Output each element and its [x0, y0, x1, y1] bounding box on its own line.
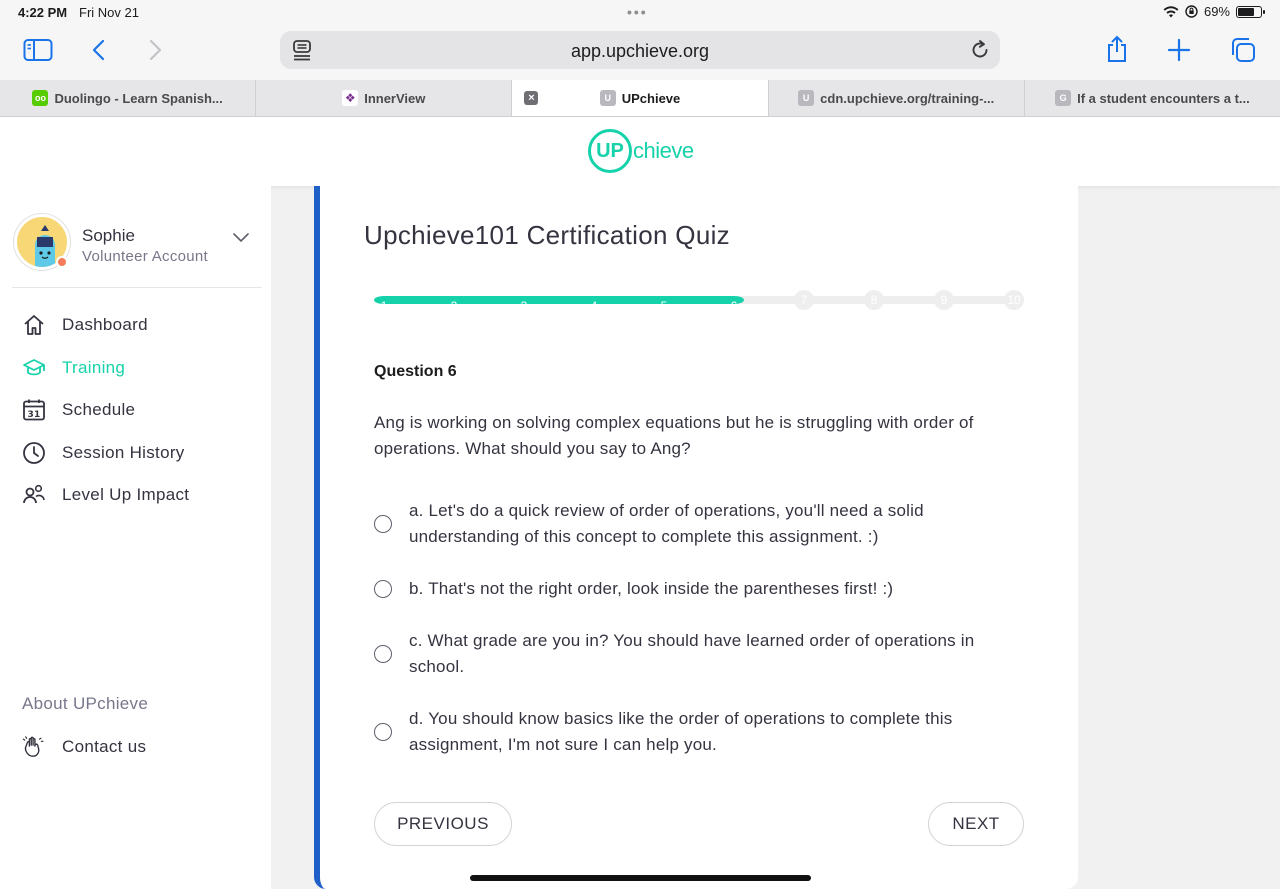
reload-icon[interactable] [970, 38, 990, 60]
multitask-dots[interactable]: ••• [627, 4, 648, 20]
url-text[interactable]: app.upchieve.org [570, 41, 710, 61]
sidebar-item-dashboard[interactable] [22, 304, 189, 347]
status-right [1163, 4, 1262, 19]
graduation-cap-icon [22, 356, 46, 380]
progress-step-8: 8 [864, 290, 884, 310]
sidebar-item-label: Dashboard [62, 315, 148, 335]
app-header [0, 117, 1280, 186]
logo-mark: UP [588, 129, 632, 173]
status-bar [0, 0, 1280, 26]
upchieve-logo[interactable] [588, 129, 694, 173]
tab-google[interactable] [1025, 80, 1280, 116]
user-name: Sophie [82, 226, 135, 245]
answer-text: b. That's not the right order, look inside the parentheses first! :) [409, 579, 894, 598]
tab-label: UPchieve [621, 90, 681, 106]
sidebar-item-schedule[interactable] [22, 389, 189, 432]
innerview-favicon-icon: ❖ [342, 90, 358, 106]
forward-icon[interactable] [138, 33, 172, 67]
radio-button[interactable] [374, 723, 392, 741]
calendar-icon [22, 398, 46, 422]
progress-step-4: 4 [584, 296, 604, 304]
quiz-progress [374, 288, 1030, 312]
upchieve-favicon-icon: U [600, 90, 616, 106]
sidebar-item-level-up-impact[interactable] [22, 474, 189, 517]
radio-button[interactable] [374, 580, 392, 598]
progress-step-7: 7 [794, 290, 814, 310]
progress-step-2: 2 [444, 296, 464, 304]
page-title: Upchieve101 Certification Quiz [364, 220, 730, 250]
wifi-icon [1163, 6, 1179, 18]
tab-upchieve[interactable] [512, 80, 768, 116]
waving-hand-icon [22, 735, 46, 759]
share-icon[interactable] [1100, 32, 1134, 66]
sidebar-nav [22, 304, 189, 517]
about-link[interactable]: About UPchieve [22, 694, 149, 713]
sidebar-item-label: Schedule [62, 400, 136, 420]
progress-fill [384, 296, 734, 304]
address-bar[interactable] [280, 31, 1000, 69]
people-icon [22, 483, 46, 507]
tab-label: Duolingo - Learn Spanish... [54, 90, 223, 106]
google-favicon-icon: G [1055, 90, 1071, 106]
logo-word: chieve [633, 138, 694, 163]
home-indicator[interactable] [470, 875, 811, 881]
previous-button[interactable]: PREVIOUS [374, 802, 512, 846]
quiz-card [314, 186, 1078, 889]
tab-bar [0, 80, 1280, 117]
tab-innerview[interactable] [256, 80, 512, 116]
orientation-lock-icon [1185, 5, 1198, 18]
sidebar-item-session-history[interactable] [22, 432, 189, 475]
answer-option-d[interactable] [374, 706, 1034, 758]
back-icon[interactable] [82, 33, 116, 67]
tab-duolingo[interactable] [0, 80, 256, 116]
status-dot [56, 256, 68, 268]
progress-step-6: 6 [724, 296, 744, 304]
chevron-down-icon[interactable] [232, 232, 250, 244]
home-icon [22, 313, 46, 337]
answer-text: d. You should know basics like the order of operations to complete this assignment, I'm not sure I can help you. [409, 709, 953, 754]
contact-us-link[interactable] [22, 726, 146, 769]
svg-text:31: 31 [27, 410, 41, 421]
progress-step-1: 1 [374, 296, 394, 304]
sidebar [0, 186, 271, 889]
sidebar-item-training[interactable] [22, 347, 189, 390]
sidebar-item-label: Session History [62, 442, 185, 462]
clock-icon [22, 441, 46, 465]
close-tab-icon[interactable]: × [524, 91, 538, 105]
tab-overview-icon[interactable] [1226, 33, 1260, 67]
progress-step-9: 9 [934, 290, 954, 310]
profile-card[interactable] [12, 212, 262, 288]
sidebar-item-label: Level Up Impact [62, 485, 190, 505]
duolingo-favicon-icon: oo [32, 90, 48, 106]
answer-text: c. What grade are you in? You should have learned order of operations in school. [409, 631, 975, 676]
progress-step-3: 3 [514, 296, 534, 304]
next-button[interactable]: NEXT [928, 802, 1024, 846]
tab-label: If a student encounters a t... [1077, 90, 1250, 106]
answer-text: a. Let's do a quick review of order of operations, you'll need a solid understanding of this concept to complete this assignment. :) [409, 501, 924, 546]
radio-button[interactable] [374, 645, 392, 663]
browser-toolbar [0, 26, 1280, 80]
battery-icon [1236, 6, 1262, 18]
answer-option-b[interactable] [374, 576, 1034, 602]
new-tab-icon[interactable] [1162, 33, 1196, 67]
sidebar-item-label: Training [62, 357, 126, 377]
tab-cdn-upchieve[interactable] [769, 80, 1025, 116]
tab-label: InnerView [364, 90, 426, 106]
progress-step-10: 10 [1004, 290, 1024, 310]
radio-button[interactable] [374, 515, 392, 533]
upchieve-favicon-icon: U [798, 90, 814, 106]
status-date: Fri Nov 21 [79, 5, 139, 20]
question-text: Ang is working on solving complex equations but he is struggling with order of operations. What should you say to Ang? [374, 413, 974, 458]
contact-label: Contact us [62, 737, 147, 757]
question-label: Question 6 [374, 363, 457, 380]
answer-option-c[interactable] [374, 628, 1034, 680]
battery-percent: 69% [1203, 4, 1230, 19]
progress-step-5: 5 [654, 296, 674, 304]
status-time: 4:22 PM [18, 5, 68, 20]
answer-option-a[interactable] [374, 498, 1034, 550]
user-role: Volunteer Account [82, 248, 209, 265]
sidebar-toggle-icon[interactable] [21, 33, 55, 67]
tab-label: cdn.upchieve.org/training-... [820, 90, 995, 106]
